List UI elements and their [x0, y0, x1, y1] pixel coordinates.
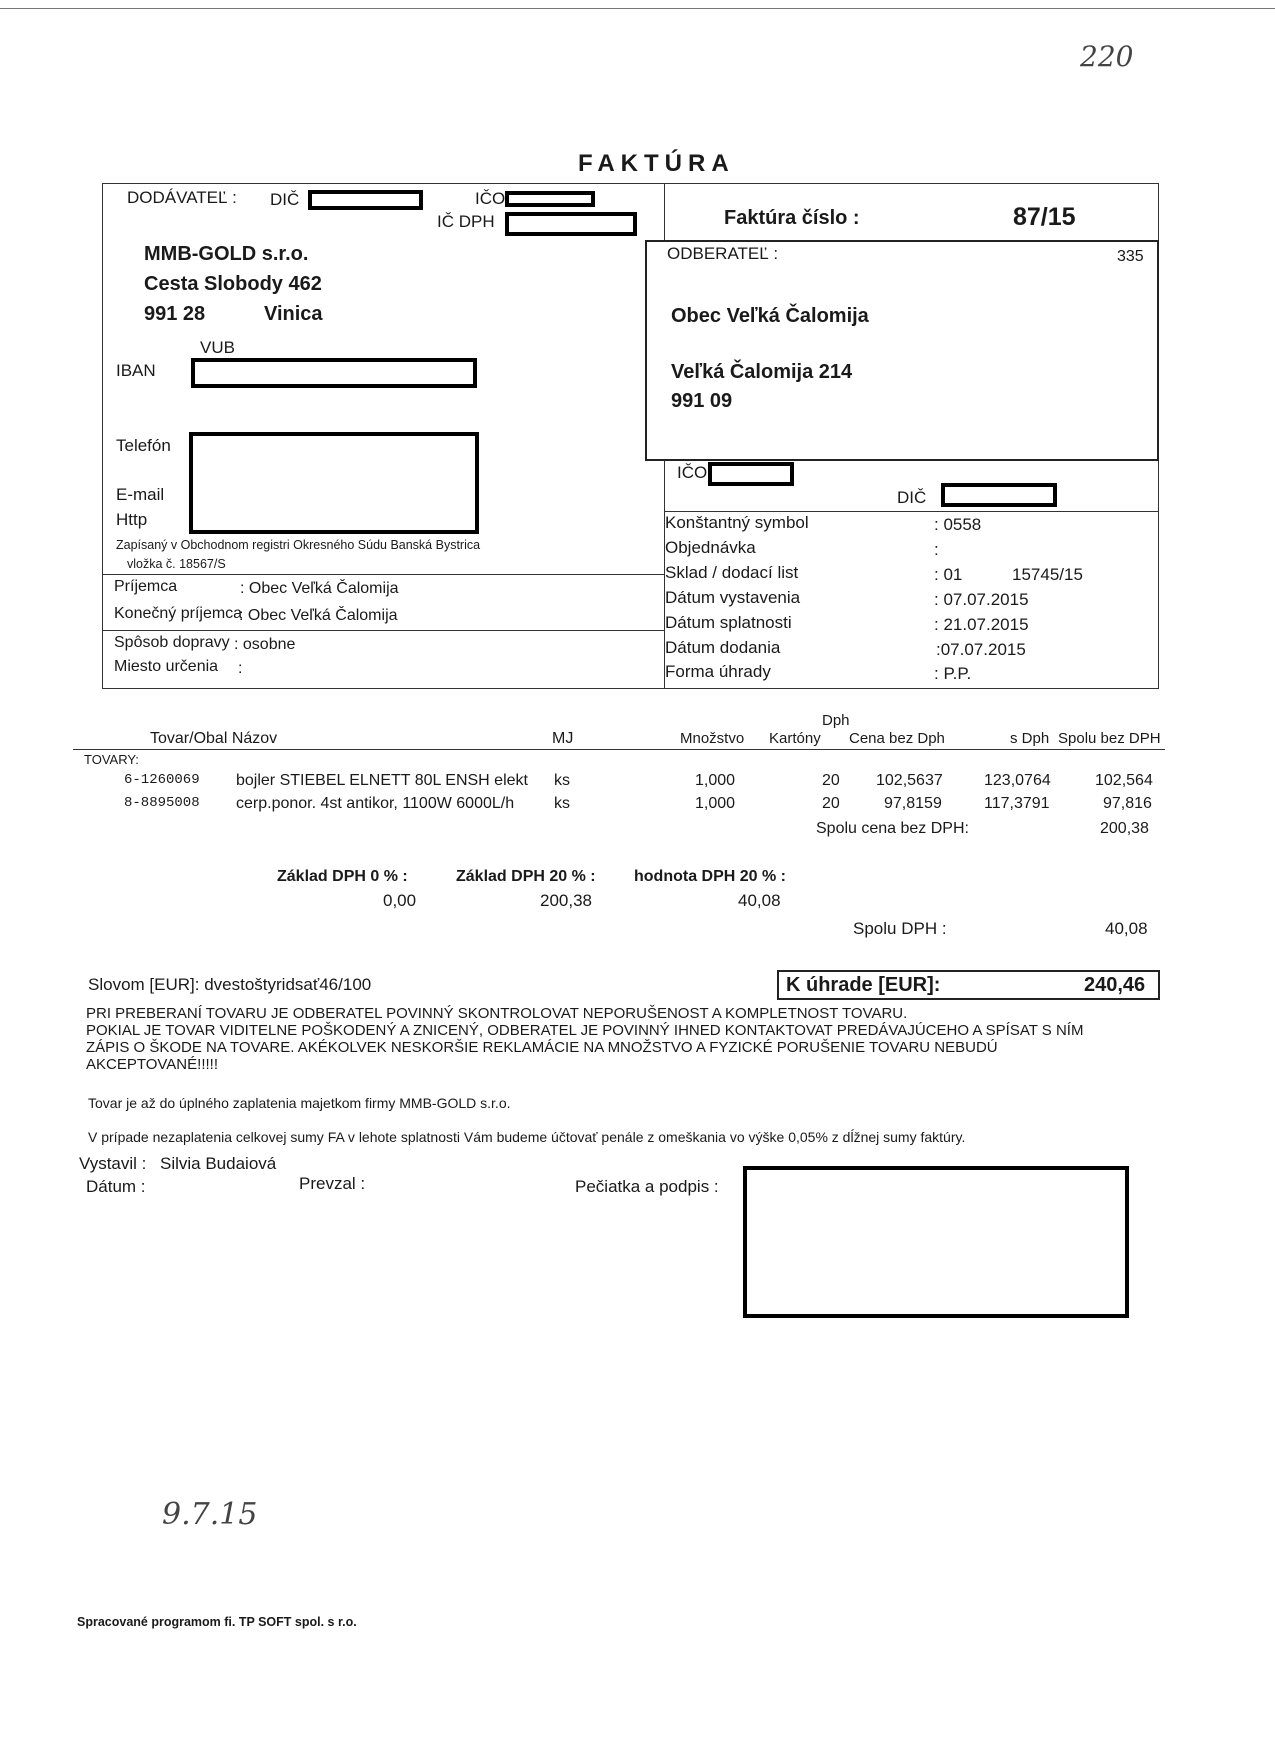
supplier-label: DODÁVATEĽ :: [127, 188, 237, 207]
supplier-zip: 991 28: [144, 303, 206, 325]
handwritten-date: 9.7.15: [162, 1497, 258, 1532]
redacted-customer-dic: [941, 483, 1057, 507]
vat-amount-value: 40,08: [738, 891, 781, 910]
detail-value: : P.P.: [934, 664, 972, 683]
items-group-label: TOVARY:: [84, 752, 139, 767]
item-code: 6-1260069: [124, 772, 200, 788]
notice-line: POKIAL JE TOVAR VIDITELNE POŠKODENÝ A ZNICENÝ, ODBERATEL JE POVINNÝ IHNED KONTAKTOVAT PREDÁVAJÚCEHO A SPÍSAT S NÍM: [86, 1022, 1084, 1039]
detail-value: :: [934, 540, 939, 559]
vat-base-20-label: Základ DPH 20 % :: [456, 868, 596, 885]
detail-label: Dátum vystavenia: [665, 588, 801, 607]
prijemca-label: Príjemca: [114, 578, 178, 595]
amount-due-value: 240,46: [1084, 974, 1146, 996]
customer-code: 335: [1117, 248, 1144, 265]
subtotal-value: 200,38: [1100, 820, 1149, 837]
detail-value: : 21.07.2015: [934, 615, 1029, 634]
redacted-contacts: [189, 432, 479, 534]
detail-value: :07.07.2015: [936, 640, 1026, 659]
item-name: bojler STIEBEL ELNETT 80L ENSH elekt: [236, 772, 528, 789]
supplier-city: Vinica: [264, 303, 323, 325]
customer-zip: 991 09: [671, 390, 733, 412]
customer-name: Obec Veľká Čalomija: [671, 305, 869, 327]
items-header-line: [73, 749, 1165, 750]
col-header-mj: MJ: [552, 730, 574, 747]
details-divider: [664, 511, 1159, 512]
customer-dic-label: DIČ: [897, 488, 927, 507]
col-header-s-dph: s Dph: [1010, 730, 1050, 747]
detail-value: : 0558: [934, 515, 982, 534]
amount-in-words: Slovom [EUR]: dvestoštyridsať46/100: [88, 975, 372, 994]
item-name: cerp.ponor. 4st antikor, 1100W 6000L/h: [236, 795, 515, 812]
vat-base-20-value: 200,38: [540, 891, 592, 910]
item-mj: ks: [554, 795, 570, 812]
detail-label: Konštantný symbol: [665, 513, 809, 532]
iban-label: IBAN: [116, 361, 156, 380]
detail-label: Dátum dodania: [665, 638, 781, 657]
item-total: 102,564: [1095, 772, 1153, 789]
vat-total-value: 40,08: [1105, 919, 1148, 938]
document-title: FAKTÚRA: [578, 150, 735, 177]
item-code: 8-8895008: [124, 795, 200, 811]
detail-label: Forma úhrady: [665, 662, 771, 681]
date-label: Dátum :: [86, 1177, 146, 1196]
notice-line: PRI PREBERANÍ TOVARU JE ODBERATEL POVINNÝ SKONTROLOVAT NEPORUŠENOST A KOMPLETNOST TOVARU.: [86, 1005, 908, 1022]
item-qty: 1,000: [695, 772, 736, 789]
konecny-prijemca-value: : Obec Veľká Čalomija: [239, 607, 398, 624]
received-by-label: Prevzal :: [299, 1174, 366, 1193]
supplier-bank: VUB: [200, 338, 235, 357]
scan-edge-line: [0, 8, 1275, 9]
col-header-mnozstvo: Množstvo: [680, 730, 745, 747]
vat-base-0-value: 0,00: [383, 891, 417, 910]
issued-by-value: Silvia Budaiová: [160, 1154, 277, 1173]
ownership-note: Tovar je až do úplného zaplatenia majetkom firmy MMB-GOLD s.r.o.: [88, 1095, 511, 1111]
supplier-ico-label: IČO: [475, 189, 506, 208]
register-line2: vložka č. 18567/S: [127, 557, 226, 571]
detail-value: : 01: [934, 565, 963, 584]
detail-value: : 07.07.2015: [934, 590, 1029, 609]
detail-label: Dátum splatnosti: [665, 613, 792, 632]
amount-due-label: K úhrade [EUR]:: [786, 974, 941, 996]
http-label: Http: [116, 510, 148, 529]
item-dph: 20: [822, 772, 840, 789]
redacted-customer-ico: [708, 462, 794, 486]
recipient-divider-top: [102, 574, 664, 575]
detail-label: Objednávka: [665, 538, 756, 557]
item-price: 97,8159: [884, 795, 942, 812]
miesto-value: :: [238, 660, 243, 677]
item-qty: 1,000: [695, 795, 736, 812]
penalty-note: V prípade nezaplatenia celkovej sumy FA v lehote splatnosti Vám budeme účtovať penále z omeškania vo výške 0,05% z dĺžnej sumy faktúry.: [88, 1129, 966, 1145]
item-price-vat: 117,3791: [984, 795, 1050, 812]
vat-total-label: Spolu DPH :: [853, 919, 947, 938]
stamp-signature-label: Pečiatka a podpis :: [575, 1177, 719, 1196]
notice-line: AKCEPTOVANÉ!!!!!: [86, 1056, 218, 1073]
col-header-dph: Dph: [822, 712, 850, 729]
handwritten-number: 220: [1080, 40, 1134, 73]
recipient-divider-mid: [102, 630, 664, 631]
customer-ico-label: IČO: [677, 463, 708, 482]
email-label: E-mail: [116, 485, 165, 504]
customer-street: Veľká Čalomija 214: [671, 361, 853, 383]
col-header-tovar: Tovar/Obal Názov: [150, 730, 278, 747]
col-header-cena: Cena bez Dph: [849, 730, 945, 747]
miesto-label: Miesto určenia: [114, 658, 219, 675]
invoice-number-label: Faktúra číslo :: [724, 207, 860, 229]
redacted-stamp-signature: [743, 1166, 1129, 1318]
supplier-dic-label: DIČ: [270, 190, 300, 209]
notice-line: ZÁPIS O ŠKODE NA TOVARE. AKÉKOLVEK NESKORŠIE REKLAMÁCIE NA MNOŽSTVO A FYZICKÉ PORUŠENIE TOVARU NEBUDÚ: [86, 1039, 998, 1056]
item-mj: ks: [554, 772, 570, 789]
redacted-ico: [505, 191, 595, 207]
doprava-value: : osobne: [234, 636, 296, 653]
supplier-street: Cesta Slobody 462: [144, 273, 322, 295]
invoice-number: 87/15: [1013, 203, 1076, 231]
item-price-vat: 123,0764: [984, 772, 1051, 789]
redacted-iban: [191, 358, 477, 388]
col-header-kartony: Kartóny: [769, 730, 821, 747]
phone-label: Telefón: [116, 436, 171, 455]
prijemca-value: : Obec Veľká Čalomija: [240, 580, 399, 597]
register-line1: Zapísaný v Obchodnom registri Okresného Súdu Banská Bystrica: [116, 538, 481, 552]
vat-amount-label: hodnota DPH 20 % :: [634, 868, 787, 885]
supplier-icdph-label: IČ DPH: [437, 212, 495, 231]
col-header-spolu: Spolu bez DPH: [1058, 730, 1161, 747]
detail-label: Sklad / dodací list: [665, 563, 799, 582]
redacted-dic: [308, 190, 423, 210]
issued-by-label: Vystavil :: [79, 1154, 147, 1173]
item-dph: 20: [822, 795, 840, 812]
customer-label: ODBERATEĽ :: [667, 244, 779, 263]
item-total: 97,816: [1103, 795, 1152, 812]
redacted-icdph: [505, 212, 637, 236]
doprava-label: Spôsob dopravy: [114, 634, 230, 651]
subtotal-label: Spolu cena bez DPH:: [816, 820, 969, 837]
customer-box: [645, 240, 1159, 461]
supplier-name: MMB-GOLD s.r.o.: [144, 243, 309, 265]
vat-base-0-label: Základ DPH 0 % :: [277, 868, 408, 885]
konecny-prijemca-label: Konečný príjemca: [114, 605, 243, 622]
footer-software-note: Spracované programom fi. TP SOFT spol. s r.o.: [77, 1615, 357, 1629]
item-price: 102,5637: [876, 772, 943, 789]
detail-extra: 15745/15: [1012, 565, 1083, 584]
